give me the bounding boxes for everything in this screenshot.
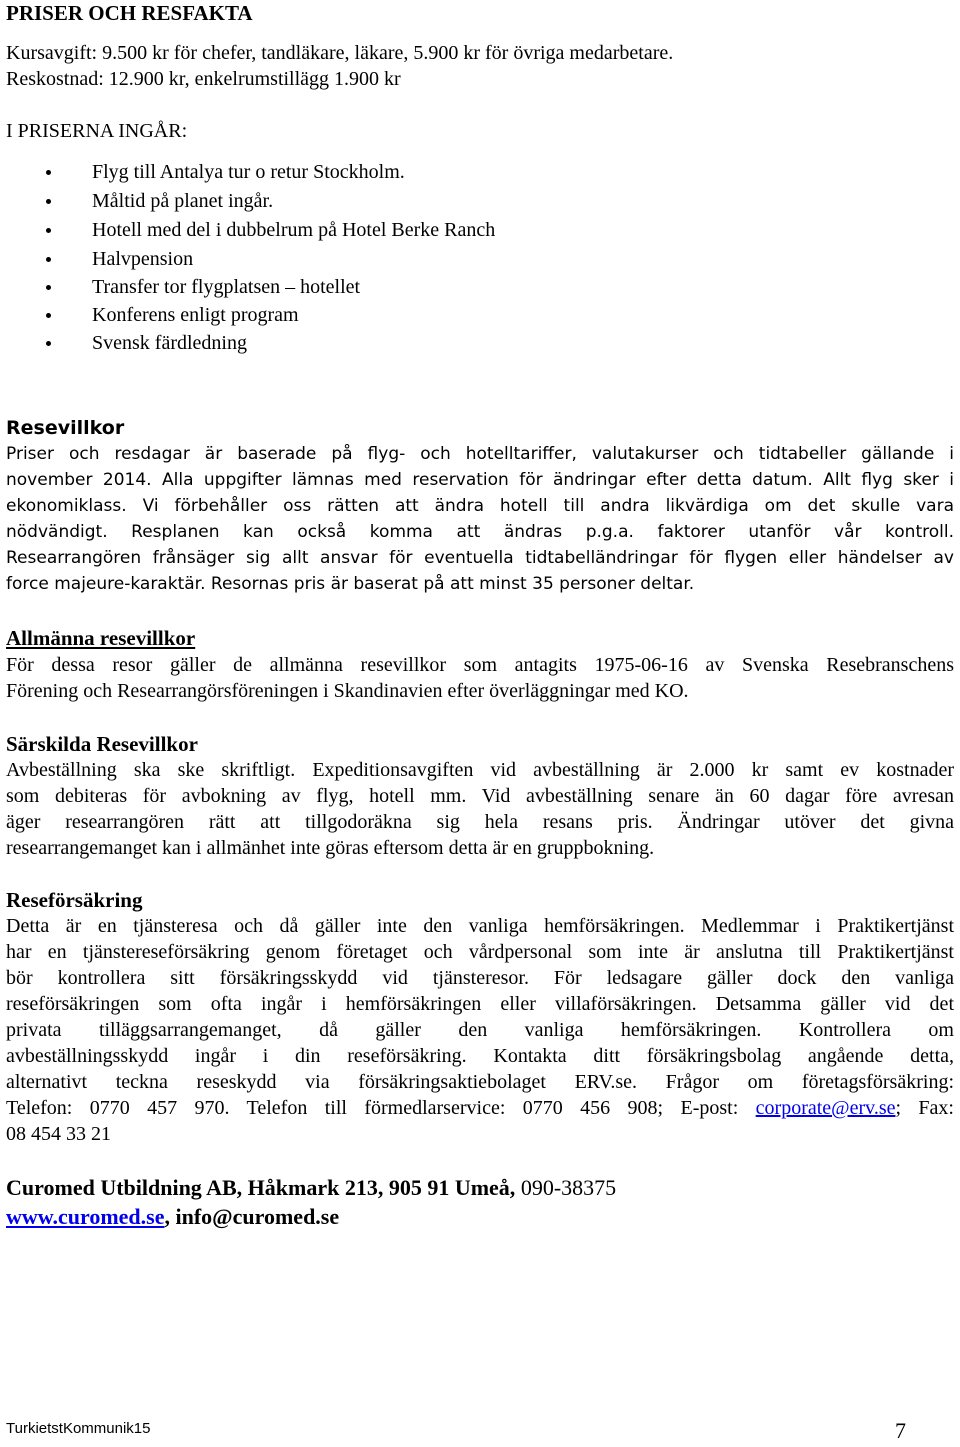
allmanna-heading: Allmänna resevillkor — [6, 626, 196, 650]
text-line: Telefon: 0770 457 970. Telefon till förmedlarservice: 0770 456 908; E-post: corporate@erv.se; Fax: — [6, 1097, 954, 1119]
bullet-icon — [46, 341, 51, 346]
contact-line — [6, 1174, 616, 1202]
text-line: har en tjänstereseförsäkring genom företaget och vårdpersonal som inte är anslutna till Praktikertjänst — [6, 941, 954, 963]
text-line: avbeställningsskydd ingår i din reseförsäkring. Kontakta ditt försäkringsbolag angående detta, — [6, 1045, 954, 1067]
prices-line-fee: Kursavgift: 9.500 kr för chefer, tandläkare, läkare, 5.900 kr för övriga medarbetare. — [6, 42, 674, 64]
text-line: Researrangören frånsäger sig allt ansvar för eventuella tidtabelländringar för flygen eller händelser av — [6, 548, 954, 568]
bullet-icon — [46, 257, 51, 262]
bullet-icon — [46, 199, 51, 204]
sarskilda-text — [6, 757, 954, 861]
company-phone: 090-38375 — [515, 1175, 617, 1200]
document-page: PRISER OCH RESFAKTA Kursavgift: 9.500 kr för chefer, tandläkare, läkare, 5.900 kr för övriga medarbetare. Reskostnad: 12.900 kr, enkelrumstillägg 1.900 kr I PRISERNA INGÅR: Flyg till Antalya tur o retur Stockholm. Måltid på planet ingår. Hotell med del i dubbelrum på Hotel Berke Ranch Halvpension Transfer tor flygplatsen – hotellet Konferens enligt program Svensk färdledning Resevillkor Priser och resdagar är baserade på flyg- och hotelltariffer, valutakurser och tidtabeller gällande i november 2014. Alla uppgifter lämnas med reservation för ändringar efter detta datum. Allt flyg sker i ekonomiklass. Vi förbehåller oss rätten att ändra hotell till andra likvärdiga om det skulle vara nödvändigt. Resplanen kan också komma att ändras p.g.a. faktorer utanför vår kontroll. Researrangören frånsäger sig allt ansvar för eventuella tidtabelländringar för flygen eller händelser av force majeure-karaktär. Resornas pris är baserat på att minst 35 personer deltar. Allmänna resevillkor För dessa resor gäller de allmänna resevillkor som antagits 1975-06-16 av Svenska Resebranschens Förening och Researrangörsföreningen i Skandinavien efter överläggningar med KO. Särskilda Resevillkor Avbeställning ska ske skriftligt. Expeditionsavgiften vid avbeställning är 2.000 kr samt ev kostnader som debiteras för avbokning av flyg, hotell mm. Vid avbeställning senare än 60 dagar före avresan äger researrangören rätt att tillgodoräkna sig hela resans pris. Ändringar utöver det givna researrangemanget kan i allmänhet inte göras eftersom detta är en gruppbokning. Reseförsäkring Detta är en tjänsteresa och då gäller inte den vanliga hemförsäkringen. Medlemmar i Praktikertjänst har en tjänstereseförsäkring genom företaget och vårdpersonal som inte är anslutna till Praktikertjänst bör kontrollera sitt försäkringsskydd vid tjänsteresor. För ledsagare gäller dock den vanliga reseförsäkringen som ofta ingår i hemförsäkringen eller villaförsäkringen. Detsamma gäller vid det privata tilläggsarrangemanget, då gäller den vanliga hemförsäkringen. Kontrollera om avbeställningsskydd ingår i din reseförsäkring. Kontakta ditt försäkringsbolag angående detta, alternativt teckna reseskydd via försäkringsaktiebolaget ERV.se. Frågor om företagsförsäkring: Telefon: 0770 457 970. Telefon till förmedlarservice: 0770 456 908; E-post: corporate@erv.se; Fax: 08 454 33 21 Curomed Utbildning AB, Håkmark 213, 905 91 Umeå, 090-38375 www.curomed.se, info@curomed.se TurkietstKommunik15 7 — [6, 1, 955, 1443]
contact-web-line — [6, 1203, 339, 1231]
text-line: bör kontrollera sitt försäkringsskydd vid tjänsteresor. För ledsagare gäller dock den vanliga — [6, 967, 954, 989]
bullet-icon — [46, 228, 51, 233]
resef-heading: Reseförsäkring — [6, 888, 143, 912]
page-number: 7 — [895, 1418, 906, 1443]
footer-doc-name: TurkietstKommunik15 — [6, 1420, 151, 1437]
text-line: privata tilläggsarrangemanget, då gäller den vanliga hemförsäkringen. Kontrollera om — [6, 1019, 954, 1041]
text-line: 08 454 33 21 — [6, 1123, 111, 1145]
text-line: alternativt teckna reseskydd via försäkringsaktiebolaget ERV.se. Frågor om företagsförsäkring: — [6, 1071, 954, 1093]
included-heading: I PRISERNA INGÅR: — [6, 120, 188, 142]
text-line: ekonomiklass. Vi förbehåller oss rätten att ändra hotell till andra likvärdiga om det skulle vara — [6, 496, 955, 516]
company-address: Curomed Utbildning AB, Håkmark 213, 905 91 Umeå, — [6, 1175, 516, 1200]
bullet-icon — [46, 313, 51, 318]
text-line: researrangemanget kan i allmänhet inte göras eftersom detta är en gruppbokning. — [6, 837, 655, 859]
text-line: Förening och Researrangörsföreningen i Skandinavien efter överläggningar med KO. — [6, 680, 689, 702]
prices-heading: PRISER OCH RESFAKTA — [6, 1, 253, 25]
text-line: november 2014. Alla uppgifter lämnas med reservation för ändringar efter detta datum. Allt flyg sker i — [6, 470, 954, 490]
text-line: Priser och resdagar är baserade på flyg- och hotelltariffer, valutakurser och tidtabeller gällande i — [6, 444, 954, 464]
text-line: force majeure-karaktär. Resornas pris är baserat på att minst 35 personer deltar. — [6, 574, 695, 594]
text-line: För dessa resor gäller de allmänna resevillkor som antagits 1975-06-16 av Svenska Resebranschens — [6, 654, 954, 676]
sarskilda-heading: Särskilda Resevillkor — [6, 732, 198, 756]
text-line: reseförsäkringen som ofta ingår i hemförsäkringen eller villaförsäkringen. Detsamma gäller vid det — [6, 993, 954, 1015]
bullet-icon — [46, 285, 51, 290]
website-link[interactable]: www.curomed.se — [6, 1204, 165, 1229]
resevillkor-text — [6, 441, 954, 597]
prices-line-cost: Reskostnad: 12.900 kr, enkelrumstillägg 1.900 kr — [6, 68, 401, 90]
text-line: nödvändigt. Resplanen kan också komma att ändras p.g.a. faktorer utanför vår kontroll. — [6, 522, 954, 542]
text-line: som debiteras för avbokning av flyg, hotell mm. Vid avbeställning senare än 60 dagar före avresan — [6, 785, 954, 807]
company-email: , info@curomed.se — [164, 1204, 340, 1229]
text-line: Avbeställning ska ske skriftligt. Expeditionsavgiften vid avbeställning är 2.000 kr samt ev kostnader — [6, 759, 954, 781]
bullet-icon — [46, 170, 51, 175]
resef-text — [6, 913, 954, 1147]
allmanna-text — [6, 652, 954, 704]
resevillkor-heading: Resevillkor — [6, 417, 125, 439]
email-link-erv[interactable]: corporate@erv.se — [755, 1097, 896, 1119]
text-line: Detta är en tjänsteresa och då gäller inte den vanliga hemförsäkringen. Medlemmar i Praktikertjänst — [6, 915, 954, 937]
text-line: äger researrangören rätt att tillgodoräkna sig hela resans pris. Ändringar utöver det givna — [6, 811, 954, 833]
